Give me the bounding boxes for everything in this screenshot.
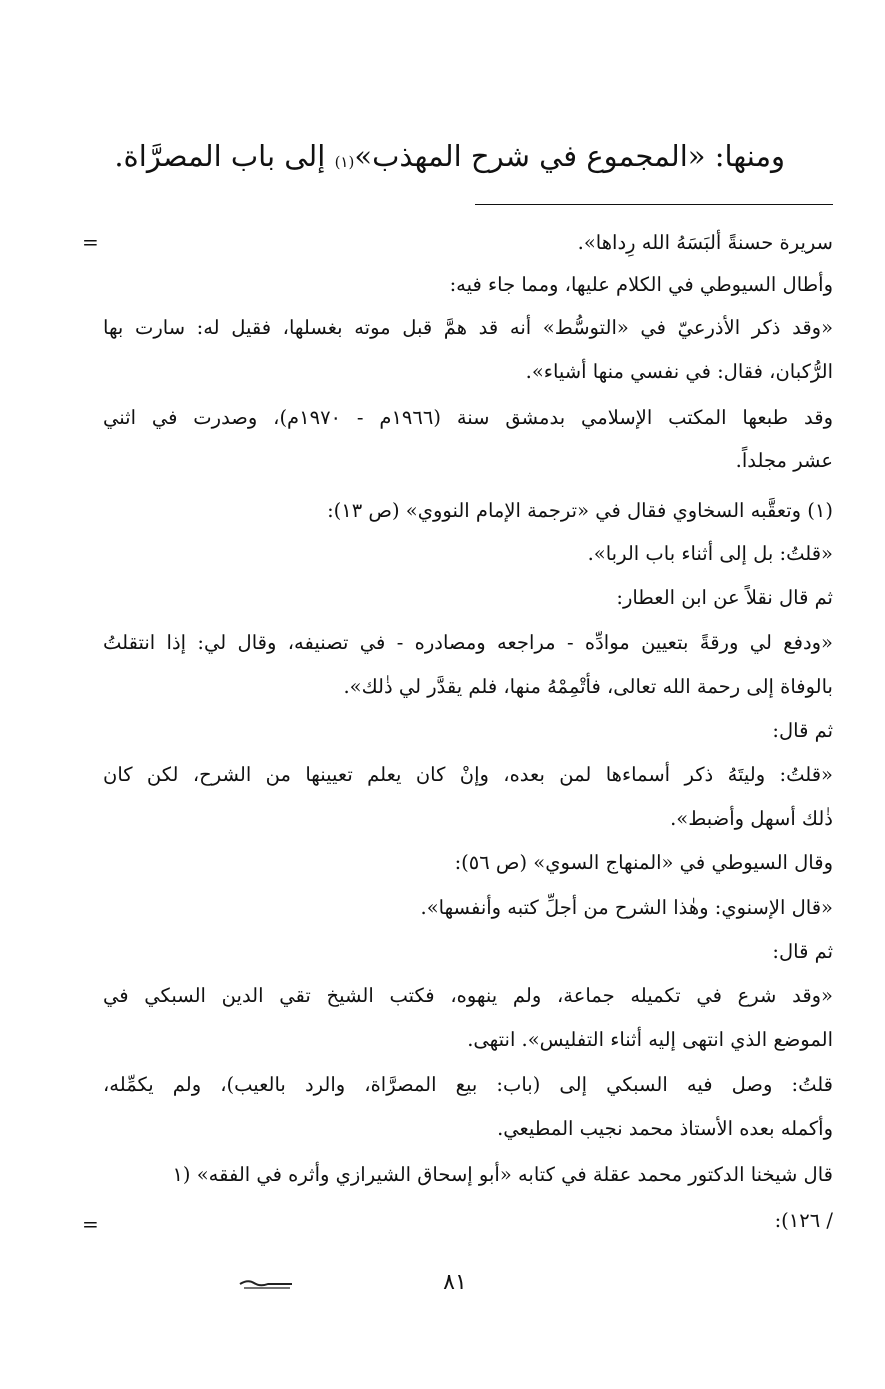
printer-ornament-icon	[238, 1278, 294, 1292]
footnote-line: / ١٢٦):	[774, 1209, 833, 1232]
footnote-line: «ودفع لي ورقةً بتعيين موادِّه - مراجعه ومصادره - في تصنيفه، وقال لي: إذا انتقلتُ	[103, 631, 833, 654]
footnote-line: عشر مجلداً.	[735, 449, 833, 472]
footnote-line: ذٰلك أسهل وأضبط».	[670, 807, 833, 830]
page-number: ٨١	[443, 1270, 467, 1295]
footnote-line: بالوفاة إلى رحمة الله تعالى، فأتْمِمْهُ منها، فلم يقدَّر لي ذٰلك».	[343, 675, 833, 698]
continuation-marker: =	[82, 230, 99, 254]
footnote-line: «وقد شرع في تكميله جماعة، ولم ينهوه، فكتب الشيخ تقي الدين السبكي في	[103, 984, 833, 1007]
footnote-line: ثم قال:	[772, 940, 833, 963]
footnote-line: «قلتُ: بل إلى أثناء باب الربا».	[587, 542, 833, 565]
continuation-marker-end: =	[82, 1212, 99, 1236]
footnote-line: وقد طبعها المكتب الإسلامي بدمشق سنة (١٩٦٦م - ١٩٧٠م)، وصدرت في اثني	[103, 406, 833, 429]
footnote-line: (١) وتعقَّبه السخاوي فقال في «ترجمة الإمام النووي» (ص ١٣):	[327, 499, 833, 522]
footnote-line: قال شيخنا الدكتور محمد عقلة في كتابه «أبو إسحاق الشيرازي وأثره في الفقه» (١	[172, 1163, 833, 1186]
footnote-line: «قال الإسنوي: وهٰذا الشرح من أجلِّ كتبه وأنفسها».	[420, 896, 833, 919]
footnote-line: وأكمله بعده الأستاذ محمد نجيب المطيعي.	[497, 1117, 833, 1140]
footnote-line: وقال السيوطي في «المنهاج السوي» (ص ٥٦):	[454, 851, 833, 874]
heading-text: ومنها: «المجموع في شرح المهذب»	[354, 139, 785, 173]
footnote-reference: (١)	[334, 153, 355, 171]
footnote-line: قلتُ: وصل فيه السبكي إلى (باب: بيع المصرَّاة، والرد بالعيب)، ولم يكمِّله،	[103, 1073, 833, 1096]
footnote-line: ثم قال:	[772, 719, 833, 742]
page-heading	[85, 132, 785, 180]
footnote-line: وأطال السيوطي في الكلام عليها، ومما جاء فيه:	[449, 273, 833, 296]
footnote-separator	[475, 204, 833, 205]
footnote-line: الرُّكبان، فقال: في نفسي منها أشياء».	[525, 360, 833, 383]
footnote-line: «وقد ذكر الأذرعيّ في «التوسُّط» أنه قد همَّ قبل موته بغسلها، فقيل له: سارت بها	[103, 316, 833, 339]
heading-text-after: إلى باب المصرَّاة.	[114, 139, 335, 173]
footnote-line: الموضع الذي انتهى إليه أثناء التفليس». انتهى.	[467, 1028, 833, 1051]
footnote-line: «قلتُ: وليتَهُ ذكر أسماءها لمن بعده، وإنْ كان يعلم تعيينها من الشرح، لكن كان	[103, 763, 833, 786]
footnote-line: سريرة حسنةً ألبَسَهُ الله رِداها».	[577, 231, 833, 254]
footnote-line: ثم قال نقلاً عن ابن العطار:	[616, 586, 833, 609]
